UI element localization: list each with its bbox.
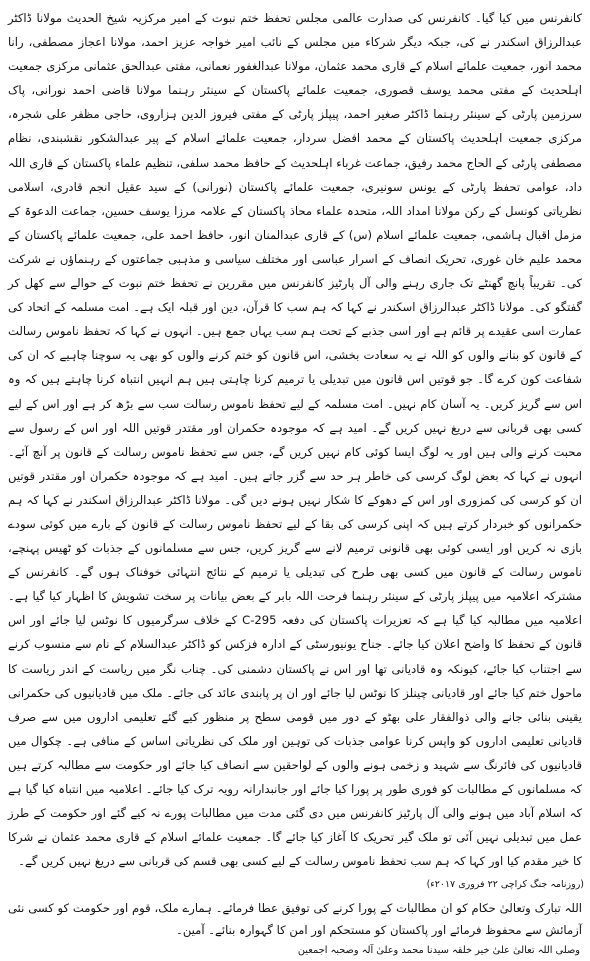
source-citation: (روزنامہ جنگ کراچی ۲۲ فروری ۲۰۱۷ء) — [426, 879, 584, 891]
article-body: کانفرنس میں کیا گیا۔ کانفرنس کی صدارت عالمی مجلس تحفظ ختم نبوت کے امیر مرکزیہ شیخ الحدیث مولانا ڈاکٹر عبدالرزاق اسکندر نے کی، جبکہ دیگر شرکاء میں مجلس کے نائب امیر خواجہ عزیز احمد، مولانا اعجاز مصطفی، رانا محمد انور، جمعیت علمائے اسلام کے قاری محمد عثمان، مولانا عبدالغفور نعمانی، مفتی عبدالحق عثمانی مرکزی جمعیت اہلحدیث کے مفتی محمد یوسف قصوری، جمعیت علمائے پاکستان کے سینئر رہنما مولانا قاضی احمد نورانی، پاک سرزمین پارٹی کے سینئر رہنما ڈاکٹر صغیر احمد، پیپلز پارٹی کے مفتی فیروز الدین ہزاروی، حاجی مظفر علی شجرہ، مرکزی جمعیت اہلحدیث پاکستان کے محمد افضل سردار، جمعیت علمائے اسلام کے پیر عبدالشکور نقشبندی، نظام مصطفی پارٹی کے الحاج محمد رفیق، جماعت غرباء اہلحدیث کے حافظ محمد سلفی، تنظیم علماء پاکستان کے قاری اللہ داد، عوامی تحفظ پارٹی کے یونس سونیری، جمعیت علمائے پاکستان (نورانی) کے سید عقیل انجم قادری، اسلامی نظریاتی کونسل کے رکن مولانا امداد اللہ، متحدہ علماء محاذ پاکستان کے علامہ مرزا یوسف حسین، جماعت الدعوۃ کے مزمل اقبال ہاشمی، جمعیت علمائے اسلام (س) کے قاری عبدالمنان انور، حافظ احمد علی، جمعیت علمائے پاکستان کے محمد علیم خان غوری، تحریک انصاف کے اسرار عباسی اور مختلف سیاسی و مذہبی جماعتوں کے رہنماؤں نے شرکت کی۔ تقریباً پانچ گھنٹے تک جاری رہنے والی آل پارٹیز کانفرنس میں مقررین نے تحفظ ختم نبوت کے حوالے سے کھل کر گفتگو کی۔ مولانا ڈاکٹر عبدالرزاق اسکندر نے کہا کہ ہم سب کا قرآن، دین اور قبلہ ایک ہے۔ امت مسلمہ کے اتحاد کی عمارت اسی عقیدے پر قائم ہے اور اسی جذبے کے تحت ہم سب یہاں جمع ہیں۔ انہوں نے کہا کہ تحفظ ناموس رسالت کے قانون کو بنانے والوں کو اللہ نے یہ سعادت بخشی، اس قانون کو ختم کرنے والوں کو بھی یہ سوچنا چاہیے کہ ان کی شفاعت کون کرے گا۔ جو قوتیں اس قانون میں تبدیلی یا ترمیم کرنا چاہتی ہیں ہم انہیں انتباہ کرنا چاہتے ہیں کہ وہ اس سے گریز کریں۔ یہ آسان کام نہیں۔ امت مسلمہ کے لیے تحفظ ناموس رسالت سب سے بڑھ کر ہے اور اس کے لیے کسی بھی قربانی سے دریغ نہیں کریں گے۔ امید ہے کہ موجودہ حکمران اور مقتدر قوتیں اللہ اور اس کے رسول سے محبت کرنے والی ہیں اور یہ لوگ ایسا کوئی کام نہیں کریں گے، جس سے تحفظ ناموس رسالت کے قانون پر آنچ آئے۔ انہوں نے کہا کہ بعض لوگ کرسی کی خاطر ہر حد سے گزر جاتے ہیں۔ امید ہے کہ موجودہ حکمران اور مقتدر قوتیں ان کو کرسی کی کمزوری اور اس کے دھوکے کا شکار نہیں ہونے دیں گی۔ مولانا ڈاکٹر عبدالرزاق اسکندر نے کہا کہ ہم حکمرانوں کو خبردار کرتے ہیں کہ اپنی کرسی کی بقا کے لیے تحفظ ناموس رسالت کے قانون کے بارے میں کوئی سودے بازی نہ کریں اور ایسی کوئی بھی قانونی ترمیم لانے سے گریز کریں، جس سے مسلمانوں کے جذبات کو ٹھیس پہنچے، ناموس رسالت کے قانون میں کسی بھی طرح کی تبدیلی یا ترمیم کے نتائج انتہائی خوفناک ہوں گے۔ کانفرنس کے مشترکہ اعلامیہ میں پیپلز پارٹی کے سینئر رہنما فرحت اللہ بابر کے بعض بیانات پر سخت تشویش کا اظہار کیا گیا ہے۔ اعلامیہ میں مطالبہ کیا گیا ہے کہ تعزیرات پاکستان کی دفعہ 295-C کے خلاف سرگرمیوں کا نوٹس لیا جائے اور اس قانون کے تحفظ کا واضح اعلان کیا جائے۔ جناح یونیورسٹی کے ادارہ فزکس کو ڈاکٹر عبدالسلام کے نام سے منسوب کرنے سے اجتناب کیا جائے، کیونکہ وہ قادیانی تھا اور اس نے پاکستان دشمنی کی۔ چناب نگر میں ریاست کے اندر ریاست کا ماحول ختم کیا جائے اور قادیانی چینلز کا نوٹس لیا جائے اور ان پر پابندی عائد کی جائے۔ ملک میں قادیانیوں کی حکمرانی یقینی بنائی جانے والی ذوالفقار علی بھٹو کے دور میں قومی سطح پر منظور کیے گئے تعلیمی اداروں میں سے صرف قادیانی تعلیمی اداروں کو واپس کرنا عوامی جذبات کی توہین اور ملک کی نظریاتی اساس کے منافی ہے۔ چکوال میں قادیانیوں کی فائرنگ سے شہید و زخمی ہونے والوں کے لواحقین سے انصاف کیا جائے اور حکومت سے مطالبہ کرتے ہیں کہ مسلمانوں کے مطالبات کو فوری طور پر پورا کیا جائے اور جانبدارانہ رویہ ترک کیا جائے۔ اعلامیہ میں انتباہ کیا گیا ہے کہ اسلام آباد میں ہونے والی آل پارٹیز کانفرنس میں دی گئی مدت میں مطالبات پورے نہ کیے گئے اور حکومت کے طرز عمل میں تبدیلی نہیں آئی تو ملک گیر تحریک کا آغاز کیا جائے گا۔ جمعیت علمائے اسلام کے قاری محمد عثمان نے شرکا کا خیر مقدم کیا اور کہا کہ ہم سب تحفظ ناموس رسالت کے لیے کسی بھی قسم کی قربانی سے دریغ نہیں کریں گے۔ — [8, 11, 582, 869]
document-page — [6, 6, 584, 957]
closing-salutation: وصلی اللہ تعالیٰ علیٰ خیر خلقہ سیدنا محمد وعلیٰ آلہ وصحبہ اجمعین — [297, 945, 580, 957]
closing-prayer: اللہ تبارک وتعالیٰ حکام کو ان مطالبات کے پورا کرنے کی توفیق عطا فرمائے۔ ہمارے ملک، قوم اور حکومت کو کسی نئی آزمائش سے محفوظ فرمائے اور پاکستان کو مستحکم اور امن کا گہوارہ بنائے۔ آمین۔ — [8, 901, 582, 938]
